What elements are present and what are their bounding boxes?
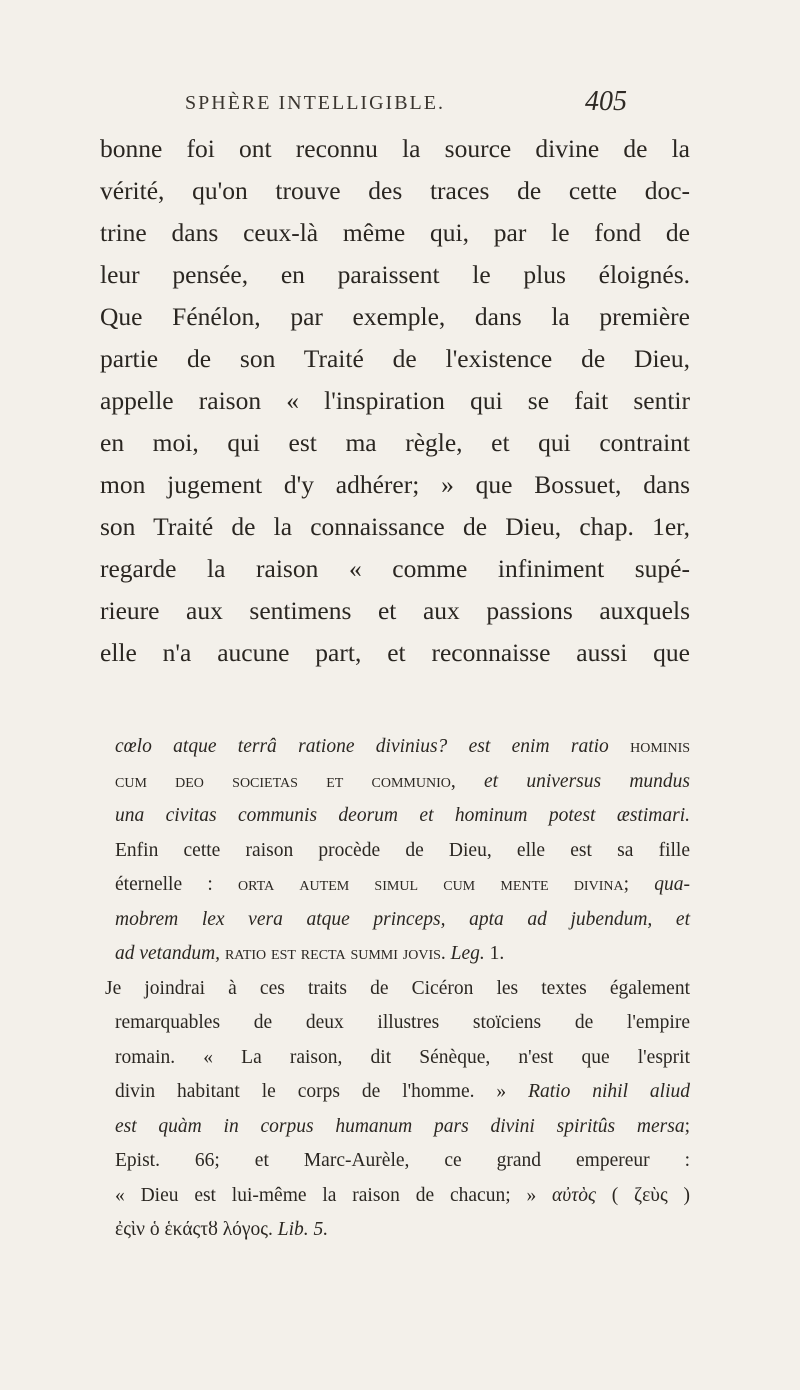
note-text: divin habitant le corps de l'homme. »	[115, 1081, 507, 1102]
note-text: Je joindrai à ces traits de Cicéron les textes également	[105, 977, 690, 999]
latin-quote: una civitas communis deorum et hominum potest æstimari.	[115, 805, 690, 826]
main-paragraph	[100, 128, 690, 674]
page-header	[0, 86, 800, 126]
note-text: Enfin cette raison procède de Dieu, elle est sa fille	[115, 839, 690, 861]
text-line: elle n'a aucune part, et reconnaisse aussi que	[100, 638, 690, 667]
text-line: trine dans ceux-là même qui, par le fond de	[100, 218, 690, 247]
note-line	[115, 868, 690, 903]
note-line	[115, 903, 690, 938]
citation-number: 1.	[489, 943, 505, 964]
note-text: Epist. 66; et Marc-Aurèle, ce grand empereur :	[115, 1150, 690, 1171]
greek-text: ( ζεὺς )	[611, 1184, 691, 1206]
note-line	[105, 972, 690, 1007]
running-title: SPHÈRE INTELLIGIBLE.	[185, 92, 445, 114]
note-line	[115, 1075, 690, 1110]
latin-small-caps: ratio est recta summi jovis.	[224, 943, 446, 964]
latin-quote: ad vetandum,	[115, 943, 221, 964]
note-line	[115, 1110, 690, 1145]
text-line: en moi, qui est ma règle, et qui contraint	[100, 428, 690, 457]
note-text: « Dieu est lui-même la raison de chacun; »	[115, 1184, 537, 1206]
page-number: 405	[585, 86, 627, 117]
latin-quote: mobrem lex vera atque princeps, apta ad jubendum, et	[115, 908, 690, 930]
note-line	[115, 1179, 690, 1214]
note-line	[115, 765, 690, 800]
note-line	[115, 834, 690, 869]
text-line: son Traité de la connaissance de Dieu, chap. 1er,	[100, 512, 690, 541]
note-line	[115, 1041, 690, 1076]
latin-small-caps: orta autem simul cum mente divina;	[238, 874, 630, 895]
text-line: regarde la raison « comme infiniment supé-	[100, 554, 690, 583]
text-line: Que Fénélon, par exemple, dans la première	[100, 302, 690, 331]
latin-quote: cœlo atque terrâ ratione divinius? est enim ratio	[115, 736, 609, 757]
text-line: vérité, qu'on trouve des traces de cette doc-	[100, 176, 690, 205]
note-line	[115, 730, 690, 765]
text-line: mon jugement d'y adhérer; » que Bossuet, dans	[100, 470, 690, 499]
latin-quote: est quàm in corpus humanum pars divini spiritûs mersa	[115, 1115, 685, 1137]
text-line: partie de son Traité de l'existence de Dieu,	[100, 344, 690, 373]
citation: Lib. 5.	[277, 1219, 329, 1240]
greek-text: αὐτὸς	[552, 1184, 596, 1206]
text-line: leur pensée, en paraissent le plus éloignés.	[100, 260, 690, 289]
text-line: appelle raison « l'inspiration qui se fait sentir	[100, 386, 690, 415]
note-line	[115, 1213, 690, 1248]
latin-quote: et universus mundus	[484, 770, 690, 792]
note-line	[115, 1144, 690, 1179]
note-text: romain. « La raison, dit Sénèque, n'est que l'esprit	[115, 1046, 690, 1068]
note-line	[115, 1006, 690, 1041]
greek-text: ἐςὶν ὁ ἑκάςτȣ λόγος.	[115, 1219, 273, 1240]
text-line: bonne foi ont reconnu la source divine de la	[100, 134, 690, 163]
latin-small-caps: cum deo societas et communio,	[115, 770, 456, 792]
latin-quote: qua-	[654, 874, 691, 895]
note-line	[115, 799, 690, 834]
latin-small-caps: hominis	[630, 736, 691, 757]
footnote-block	[105, 730, 691, 1248]
note-line	[115, 937, 690, 972]
citation: Leg.	[450, 943, 485, 964]
text-line: rieure aux sentimens et aux passions auxquels	[100, 596, 690, 625]
latin-quote: Ratio nihil aliud	[528, 1081, 690, 1102]
note-text: ;	[684, 1115, 690, 1137]
note-text: remarquables de deux illustres stoïciens de l'empire	[115, 1012, 690, 1033]
note-text: éternelle :	[115, 874, 213, 895]
